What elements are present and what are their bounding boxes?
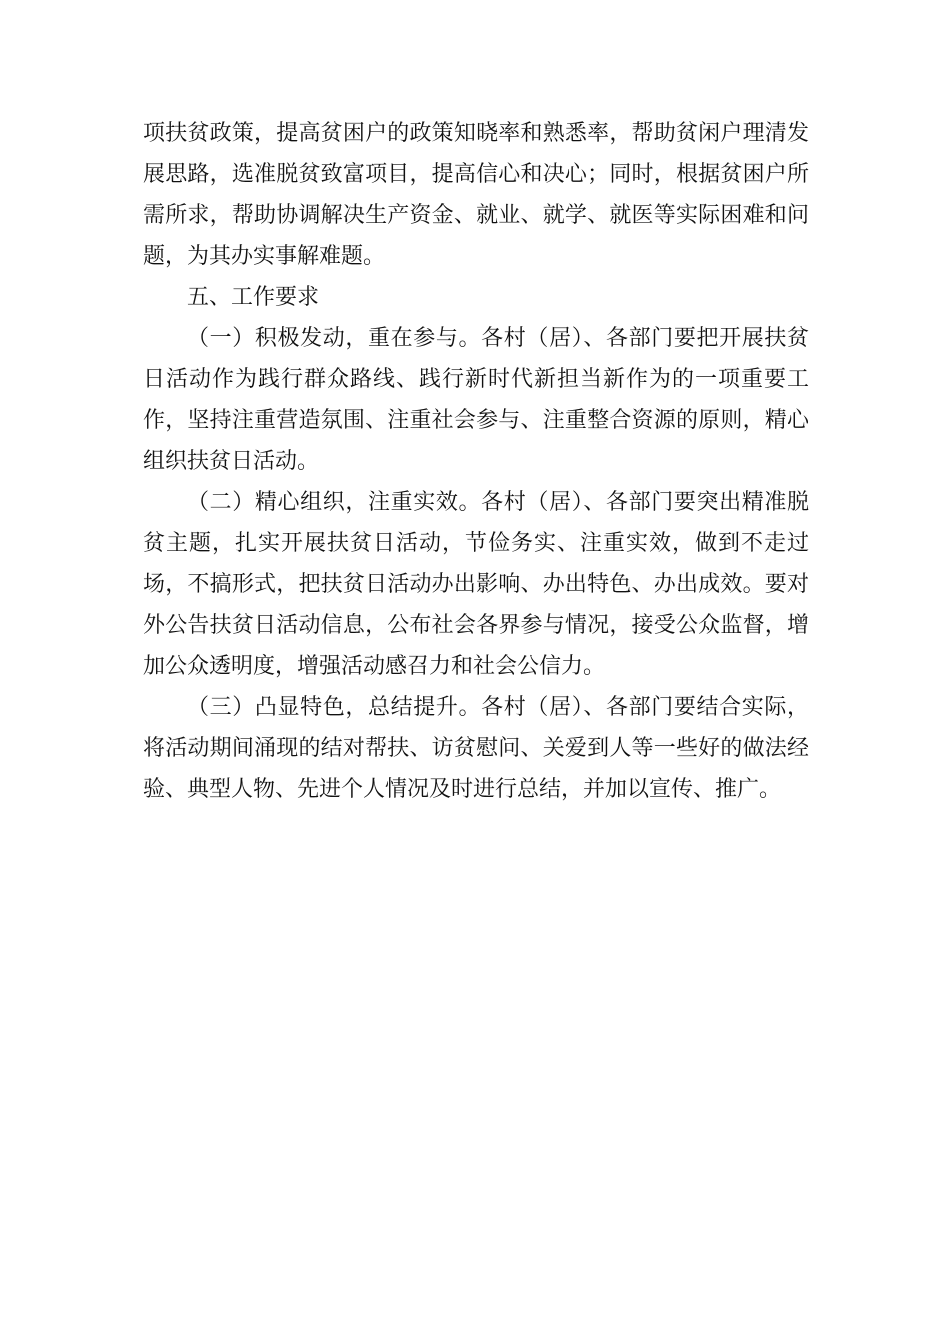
section-heading-work-requirements: 五、工作要求 [187,285,320,310]
paragraph-item-3: （三）凸显特色，总结提升。各村（居）、各部门要结合实际，将活动期间涌现的结对帮扶、访贫慰问、关爱到人等一些好的做法经验、典型人物、先进个人情况及时进行总结，并加以宣传、推广。 [143,695,809,802]
paragraph-continuation: 项扶贫政策，提高贫困户的政策知晓率和熟悉率，帮助贫闲户理清发展思路，选准脱贫致富项目，提高信心和决心；同时，根据贫困户所需所求，帮助协调解决生产资金、就业、就学、就医等实际困难和问题，为其办实事解难题。 [143,121,809,269]
paragraph-item-1: （一）积极发动，重在参与。各村（居）、各部门要把开展扶贫日活动作为践行群众路线、践行新时代新担当新作为的一项重要工作，坚持注重营造氛围、注重社会参与、注重整合资源的原则，精心组织扶贫日活动。 [143,326,809,474]
document-body [143,113,809,810]
paragraph-item-2: （二）精心组织，注重实效。各村（居）、各部门要突出精准脱贫主题，扎实开展扶贫日活动，节俭务实、注重实效，做到不走过场，不搞形式，把扶贫日活动办出影响、办出特色、办出成效。要对外公告扶贫日活动信息，公布社会各界参与情况，接受公众监督，增加公众透明度，增强活动感召力和社会公信力。 [143,490,809,679]
